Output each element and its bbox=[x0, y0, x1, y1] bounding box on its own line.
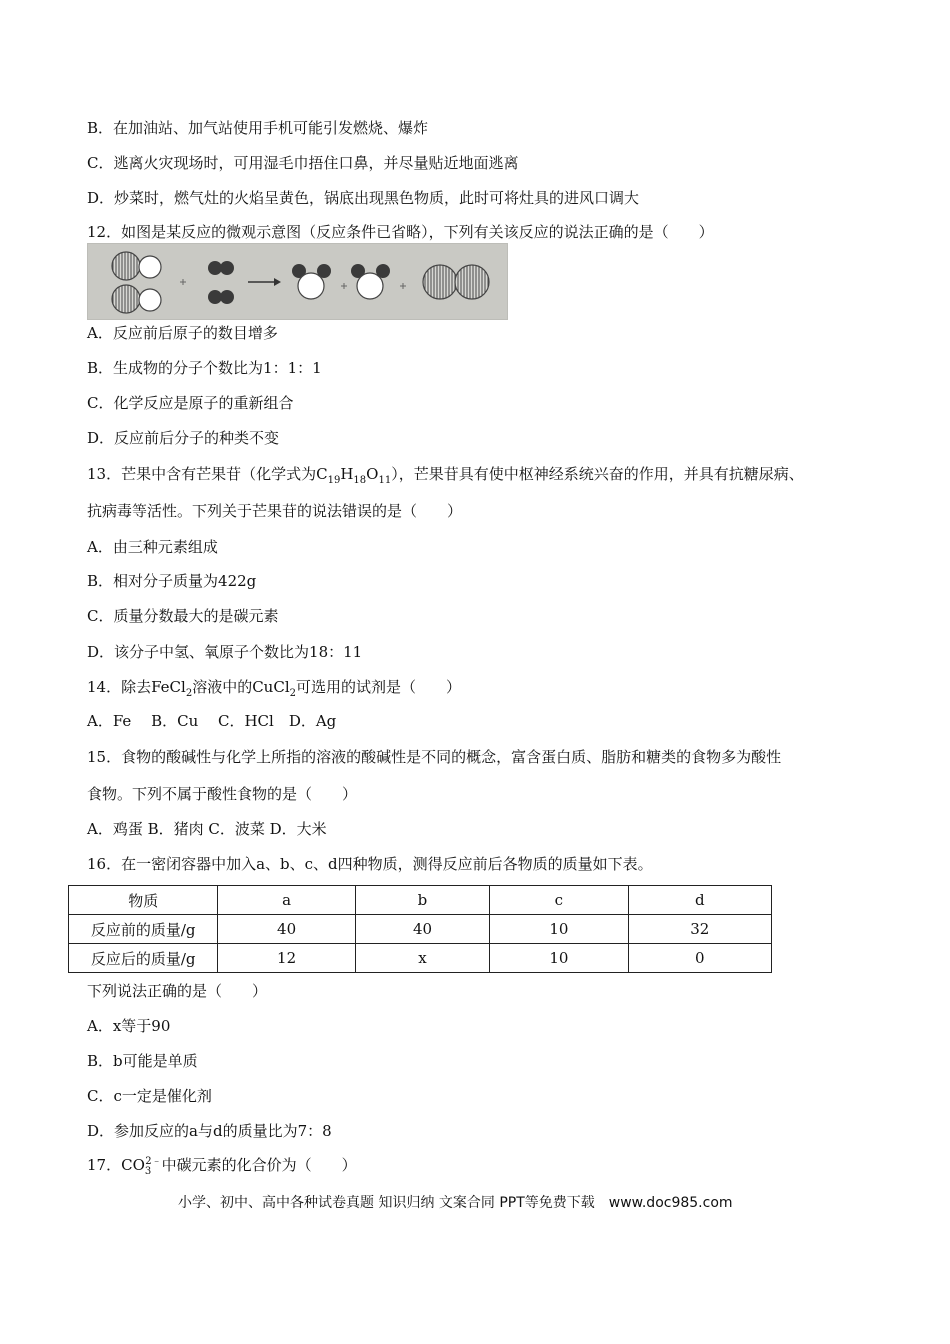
q13-stem-line2: 抗病毒等活性。下列关于芒果苷的说法错误的是（ ） bbox=[87, 502, 463, 520]
q15-stem-line2: 食物。下列不属于酸性食物的是（ ） bbox=[87, 785, 358, 803]
q16-option-d: D．参加反应的a与d的质量比为7：8 bbox=[87, 1122, 332, 1140]
page-footer: 小学、初中、高中各种试卷真题 知识归纳 文案合同 PPT等免费下载 www.doc985.com bbox=[178, 1195, 733, 1211]
table-cell: 10 bbox=[490, 944, 628, 973]
q17-stem: 17．$CO_3^{2﹣}$中碳元素的化合价为（ ） bbox=[87, 1156, 357, 1177]
q12-option-b: B．生成物的分子个数比为1：1：1 bbox=[87, 359, 322, 377]
table-header-row bbox=[69, 886, 772, 915]
q16-option-b: B．b可能是单质 bbox=[87, 1052, 198, 1070]
arrow bbox=[248, 278, 281, 286]
table-cell: x bbox=[355, 944, 489, 973]
table-cell: 40 bbox=[355, 915, 489, 944]
table-cell: c bbox=[490, 886, 628, 915]
plus-sign-1 bbox=[180, 279, 186, 285]
plus-sign-3 bbox=[400, 283, 406, 289]
plus-sign-2 bbox=[341, 283, 347, 289]
mass-table bbox=[68, 885, 772, 973]
q16-option-a: A．x等于90 bbox=[87, 1017, 171, 1035]
table-cell: 物质 bbox=[69, 886, 218, 915]
table-row bbox=[69, 915, 772, 944]
q13-option-c: C．质量分数最大的是碳元素 bbox=[87, 607, 279, 625]
q12-option-a: A．反应前后原子的数目增多 bbox=[87, 324, 278, 342]
q12-stem: 12．如图是某反应的微观示意图（反应条件已省略），下列有关该反应的说法正确的是（ ） bbox=[87, 223, 714, 241]
q14-options: A．Fe B．Cu C．HCl D．Ag bbox=[87, 712, 337, 730]
q15-options: A．鸡蛋 B．猪肉 C．波菜 D．大米 bbox=[87, 820, 327, 838]
table-cell: 40 bbox=[218, 915, 355, 944]
table-row bbox=[69, 944, 772, 973]
q13-option-b: B．相对分子质量为422g bbox=[87, 572, 257, 590]
reactant-molecule-2 bbox=[208, 261, 234, 304]
table-cell: 反应前的质量/g bbox=[69, 915, 218, 944]
table-cell: b bbox=[355, 886, 489, 915]
q16-stem: 16．在一密闭容器中加入a、b、c、d四种物质，测得反应前后各物质的质量如下表。 bbox=[87, 855, 653, 873]
q12-option-c: C．化学反应是原子的重新组合 bbox=[87, 394, 294, 412]
table-cell: 反应后的质量/g bbox=[69, 944, 218, 973]
reactant-molecule-1 bbox=[112, 252, 161, 313]
q11-option-d: D．炒菜时，燃气灶的火焰呈黄色，锅底出现黑色物质，此时可将灶具的进风口调大 bbox=[87, 189, 640, 207]
q16-after-table: 下列说法正确的是（ ） bbox=[87, 982, 268, 1000]
table-cell: 10 bbox=[490, 915, 628, 944]
product-molecule-2 bbox=[351, 264, 390, 299]
q15-stem: 15．食物的酸碱性与化学上所指的溶液的酸碱性是不同的概念，富含蛋白质、脂肪和糖类的食物多为酸性 bbox=[87, 748, 782, 766]
table-cell: d bbox=[628, 886, 771, 915]
q13-option-a: A．由三种元素组成 bbox=[87, 538, 218, 556]
table-cell: 12 bbox=[218, 944, 355, 973]
q12-option-d: D．反应前后分子的种类不变 bbox=[87, 429, 280, 447]
q11-option-b: B．在加油站、加气站使用手机可能引发燃烧、爆炸 bbox=[87, 119, 429, 137]
q16-option-c: C．c一定是催化剂 bbox=[87, 1087, 212, 1105]
table-cell: a bbox=[218, 886, 355, 915]
product-molecule-3 bbox=[423, 265, 489, 299]
q13-option-d: D．该分子中氢、氧原子个数比为18：11 bbox=[87, 643, 363, 661]
q11-option-c: C．逃离火灾现场时，可用湿毛巾捂住口鼻，并尽量贴近地面逃离 bbox=[87, 154, 519, 172]
product-molecule-1 bbox=[292, 264, 331, 299]
q14-stem: 14．除去FeCl$_2$溶液中的CuCl$_2$可选用的试剂是（ ） bbox=[87, 678, 462, 699]
table-cell: 0 bbox=[628, 944, 771, 973]
reaction-diagram bbox=[87, 243, 508, 320]
q13-stem: 13．芒果中含有芒果苷（化学式为$C_{19}H_{18}O_{11}$），芒果苷具有使中枢神经系统兴奋的作用，并具有抗糖尿病、 bbox=[87, 465, 804, 486]
table-cell: 32 bbox=[628, 915, 771, 944]
